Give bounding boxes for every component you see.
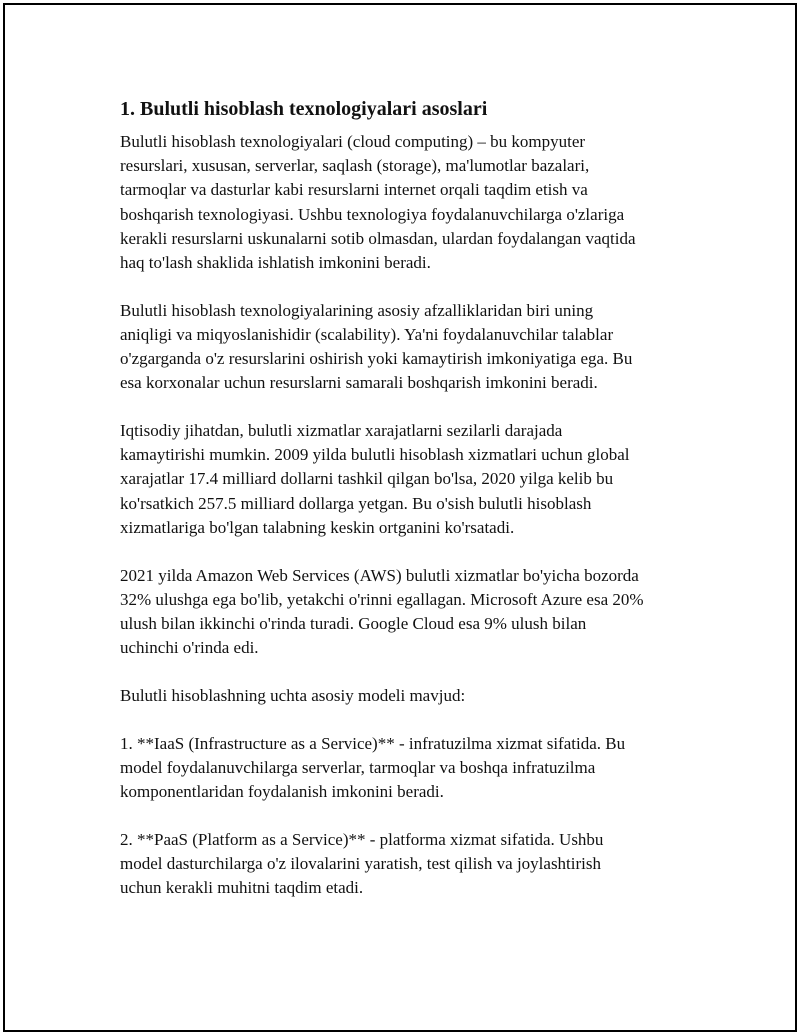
- text-line: model foydalanuvchilarga serverlar, tarmoqlar va boshqa infratuzilma: [120, 757, 596, 777]
- text-line: 2. **PaaS (Platform as a Service)** - platforma xizmat sifatida. Ushbu: [120, 829, 604, 849]
- text-line: haq to'lash shaklida ishlatish imkonini beradi.: [120, 253, 431, 273]
- text-line: ulush bilan ikkinchi o'rinda turadi. Google Cloud esa 9% ulush bilan: [120, 613, 587, 633]
- paragraph-models-intro: [120, 684, 710, 708]
- text-line: 32% ulushga ega bo'lib, yetakchi o'rinni egallagan. Microsoft Azure esa 20%: [120, 589, 644, 609]
- text-line: xizmatlariga bo'lgan talabning keskin ortganini ko'rsatadi.: [120, 517, 515, 537]
- text-line: Bulutli hisoblash texnologiyalari (cloud computing) – bu kompyuter: [120, 132, 586, 151]
- text-line: ko'rsatkich 257.5 milliard dollarga yetgan. Bu o'sish bulutli hisoblash: [120, 493, 592, 513]
- text-line: resurslari, xususan, serverlar, saqlash (storage), ma'lumotlar bazalari,: [120, 156, 590, 176]
- text-line: xarajatlar 17.4 milliard dollarni tashkil qilgan bo'lsa, 2020 yilga kelib bu: [120, 469, 614, 489]
- list-item-paas: [120, 828, 710, 901]
- paragraph-intro: [120, 130, 710, 275]
- text-line: 2021 yilda Amazon Web Services (AWS) bulutli xizmatlar bo'yicha bozorda: [120, 565, 639, 585]
- text-line: Bulutli hisoblash texnologiyalarining asosiy afzalliklaridan biri uning: [120, 300, 594, 320]
- document-body: [120, 97, 710, 924]
- paragraph-scalability: [120, 299, 710, 396]
- text-line: komponentlaridan foydalanish imkonini beradi.: [120, 781, 444, 801]
- text-line: esa korxonalar uchun resurslarni samarali boshqarish imkonini beradi.: [120, 373, 598, 393]
- text-line: tarmoqlar va dasturlar kabi resurslarni internet orqali taqdim etish va: [120, 180, 588, 200]
- section-heading: 1. Bulutli hisoblash texnologiyalari asoslari: [120, 98, 488, 120]
- text-line: o'zgarganda o'z resurslarini oshirish yoki kamaytirish imkoniyatiga ega. Bu: [120, 349, 633, 369]
- text-line: kerakli resurslarni uskunalarni sotib olmasdan, ulardan foydalangan vaqtida: [120, 228, 636, 248]
- text-line: boshqarish texnologiyasi. Ushbu texnologiya foydalanuvchilarga o'zlariga: [120, 204, 625, 224]
- text-line: uchun kerakli muhitni taqdim etadi.: [120, 878, 364, 898]
- list-item-iaas: [120, 732, 710, 805]
- paragraph-economics: [120, 419, 710, 540]
- text-line: Iqtisodiy jihatdan, bulutli xizmatlar xarajatlarni sezilarli darajada: [120, 421, 563, 441]
- text-line: 1. **IaaS (Infrastructure as a Service)** - infratuzilma xizmat sifatida. Bu: [120, 733, 626, 753]
- text-line: aniqligi va miqyoslanishidir (scalability). Ya'ni foydalanuvchilar talablar: [120, 324, 614, 344]
- text-line: kamaytirishi mumkin. 2009 yilda bulutli hisoblash xizmatlari uchun global: [120, 445, 630, 465]
- text-line: uchinchi o'rinda edi.: [120, 638, 259, 658]
- page-frame: [3, 3, 797, 1032]
- text-line: Bulutli hisoblashning uchta asosiy modeli mavjud:: [120, 685, 466, 705]
- text-line: model dasturchilarga o'z ilovalarini yaratish, test qilish va joylashtirish: [120, 853, 602, 873]
- paragraph-market-share: [120, 564, 710, 661]
